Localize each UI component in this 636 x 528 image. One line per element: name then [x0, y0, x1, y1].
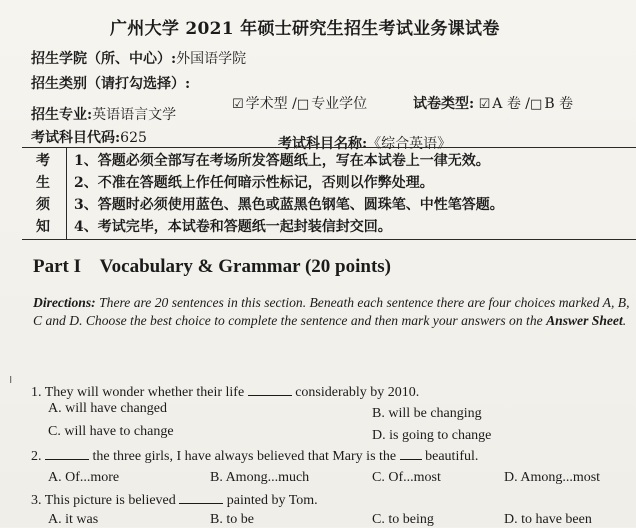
directions-lead: Directions: — [33, 295, 96, 310]
paper-type-separator: / — [525, 96, 531, 112]
major-row — [31, 104, 176, 124]
code-value: 625 — [120, 130, 147, 146]
unchecked-checkbox-icon[interactable]: □ — [530, 97, 543, 112]
directions-end: . — [622, 313, 627, 328]
category-options — [232, 93, 367, 113]
question-2-option-b[interactable]: B. Among...much — [210, 470, 310, 485]
notice-item: 4、考试完毕，本试卷和答题纸一起封装信封交回。 — [74, 219, 392, 235]
answer-sheet-ref: Answer Sheet — [546, 313, 623, 328]
question-1-option-b[interactable]: B. will be changing — [372, 406, 482, 421]
question-3-stem: 3. This picture is believed painted by Tom. — [31, 493, 318, 508]
notice-side-column — [22, 148, 67, 239]
exam-notice-box — [22, 147, 636, 240]
category-academic: 学术型 — [245, 96, 288, 112]
notice-side-char: 生 — [36, 175, 50, 191]
subject-value: 《综合英语》 — [367, 136, 452, 152]
code-label: 考试科目代码: — [31, 130, 121, 146]
college-label: 招生学院（所、中心）: — [31, 51, 177, 67]
directions-text: There are 20 sentences in this section. Beneath each sentence there are four choices marked A, B, C and D. Choose the best choice to complete the sentence and then mark your answers on the — [33, 295, 630, 328]
question-1-stem: 1. They will wonder whether their life considerably by 2010. — [31, 385, 420, 400]
exam-title: 广州大学 2021 年硕士研究生招生考试业务课试卷 — [110, 19, 500, 39]
subject-label: 考试科目名称: — [278, 136, 368, 152]
answer-blank — [248, 383, 292, 396]
category-professional: 专业学位 — [311, 96, 368, 112]
notice-side-char: 考 — [36, 153, 50, 169]
answer-blank — [400, 447, 422, 460]
notice-item: 1、答题必须全部写在考场所发答题纸上，写在本试卷上一律无效。 — [74, 153, 490, 169]
checked-checkbox-icon[interactable]: ☑ — [478, 97, 491, 112]
answer-blank — [179, 491, 223, 504]
major-value: 英语语言文学 — [92, 107, 177, 123]
college-value: 外国语学院 — [176, 51, 247, 67]
question-3-option-c[interactable]: C. to being — [372, 512, 434, 527]
margin-mark: ı — [9, 372, 13, 386]
answer-blank — [45, 447, 89, 460]
question-2-option-c[interactable]: C. Of...most — [372, 470, 441, 485]
code-row — [31, 127, 147, 147]
question-1-option-c[interactable]: C. will have to change — [48, 424, 174, 439]
question-2-stem: 2. the three girls, I have always believed that Mary is the beautiful. — [31, 449, 479, 464]
category-label: 招生类别（请打勾选择）: — [31, 76, 191, 92]
major-label: 招生专业: — [31, 107, 93, 123]
notice-item: 3、答题时必须使用蓝色、黑色或蓝黑色钢笔、圆珠笔、中性笔答题。 — [74, 197, 504, 213]
part-heading: Part I Vocabulary & Grammar (20 points) — [33, 256, 391, 277]
paper-type-b: B 卷 — [544, 96, 574, 112]
paper-type-a: A 卷 — [492, 96, 521, 112]
directions-paragraph — [33, 294, 631, 330]
unchecked-checkbox-icon[interactable]: □ — [296, 97, 310, 112]
paper-type-label: 试卷类型: — [413, 96, 475, 112]
notice-side-char: 须 — [36, 197, 50, 213]
question-2-option-a[interactable]: A. Of...more — [48, 470, 120, 485]
question-1-option-d[interactable]: D. is going to change — [372, 428, 492, 443]
category-separator: / — [292, 96, 297, 112]
question-2-option-d[interactable]: D. Among...most — [504, 470, 601, 485]
paper-type-row — [413, 93, 573, 113]
notice-side-char: 知 — [36, 219, 50, 235]
notice-item: 2、不准在答题纸上作任何暗示性标记，否则以作弊处理。 — [74, 175, 434, 191]
question-3-option-b[interactable]: B. to be — [210, 512, 254, 527]
question-3-option-d[interactable]: D. to have been — [504, 512, 592, 527]
question-1-option-a[interactable]: A. will have changed — [48, 401, 167, 416]
college-row — [31, 48, 246, 68]
checked-checkbox-icon[interactable]: ☑ — [232, 97, 244, 112]
question-3-option-a[interactable]: A. it was — [48, 512, 99, 527]
